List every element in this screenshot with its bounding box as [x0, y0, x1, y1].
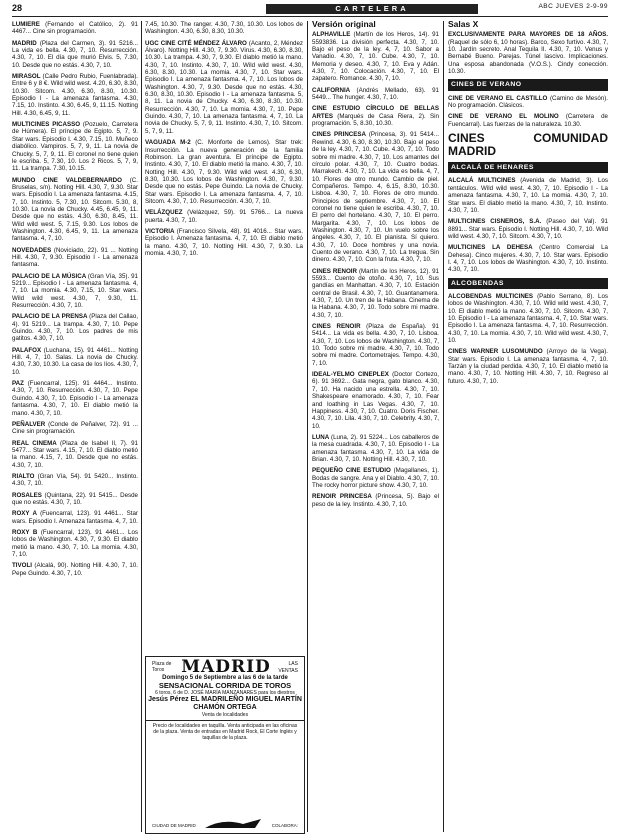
cinema-listing: MADRID (Plaza del Carmen, 3). 91 5216... La vida es bella. 4.30, 7, 10. Resurrección. 4.30, 7, 10. El día que murió Elvis. 5, 7.30, 10. Desde que no estás. 4.30, 7, 10. — [12, 39, 138, 69]
section-band: ALCOBENDAS — [448, 278, 608, 289]
ad-matadors: Jesús Pérez EL MADRILEÑO MIGUEL MARTÍN CHAMÓN ORTEGA — [148, 696, 302, 712]
cinema-listing: ALCALÁ MULTICINES (Avenida de Madrid, 3). Los tentáculos. Wild wild west. 4.30, 7, 10. Episodio I - La amenaza fantasma. 4.30, 7, 10. La momia. 4.30, 7, 10. Star wars. El diablo metió la mano. 4.30, 7, 10. Instinto. 4.30, 7, 10. — [448, 177, 608, 214]
cinema-listing: REAL CINEMA (Plaza de Isabel II, 7). 91 5477... Star wars. 4.15, 7, 10. El diablo metió la mano. 4.15, 7, 10. Desde que no estás. 4.30, 7, 10. — [12, 439, 138, 469]
cinema-listing: 7.45, 10.30. The ranger. 4.30, 7.30, 10.30. Los lobos de Washington. 4.30, 6.30, 8.30, 10.30. — [145, 21, 303, 36]
cinema-listing: CALIFORNIA (Andrés Mellado, 63). 91 5449... The hunger. 4.30, 7, 10. — [312, 86, 439, 102]
cinema-listing: CINE DE VERANO EL MOLINO (Carretera de Fuencarral). Las fuerzas de la naturaleza. 10.30. — [448, 113, 608, 128]
cinema-listing: IDEAL-YELMO CINEPLEX (Doctor Cortezo, 6). 91 3692... Gata negra, gato blanco. 4.30, 7, 10. Ha nacido una estrella. 4.30, 7, 10. Shakespeare enamorado. 4.30, 7, 10. Fear and loathing in Las Vegas. 4.30, 7, 10. Happiness. 4.30, 7, 10. Cuatro. Doris Fischer. 4.30, 7, 10. Lila. 4.30, 7, 10. Celebrity. 4.30, 7, 10. — [312, 371, 439, 430]
ad-footer-right: COLABORA: — [271, 823, 298, 829]
cinema-listing: CINES RENOIR (Martín de los Heros, 12). 91 5593... Cuento de otoño. 4.30, 7, 10. Sus gandías en Manhattan. 4.30, 7, 10. Estación central de Brasil. 4.30, 7, 10. Guantanamera. 4.30, 7, 10. Un tren de la Habana. Cinema de la Habana. 4.30, 7, 10. Todo sobre mi madre. 4.30, 7, 10. — [312, 267, 439, 319]
cinema-listing: EXCLUSIVAMENTE PARA MAYORES DE 18 AÑOS. (Raquel de sólo 6, 10 horas). Barco, Sexo furtivo. 4.30, 7, 10. Jardín secreto. Anal Tequila II. 4.30, 7, 10. Venus y Bernabé Bueno. Parejas. Túnel lascivo. Implicaciones. Una esposa abandonada (V.O.S.). Cindy conección. 10.30. — [448, 31, 608, 76]
cinema-listing: ALPHAVILLE (Martín de los Heros, 14). 91 5593836. La división perfecta. 4.30, 7, 10. Bajo el peso de la ley. 4, 7, 10. Sabor a Vanadio. 4.30, 7, 10. Cube. 4.30, 7, 10. Memoria y deseo. 4.30, 7, 10. Eva y Adán. 4.30, 7, 10. Colocación. 4.30, 7, 10. El zapatero. Romance. 4.30, 7, 10. — [312, 31, 439, 83]
cinema-listing: TIVOLI (Alcalá, 90). Notting Hill. 4.30, 7, 10. Pepe Guindo. 4.30, 7, 10. — [12, 562, 138, 577]
column-divider — [141, 21, 142, 832]
cinema-listing: MULTICINES LA DEHESA (Centro Comercial La Dehesa). Cinco mujeres. 4.30, 7, 10. Star wars. Episodio I. 4, 7, 10. Los lobos de Washington. 4.30, 7, 10. Instinto. 4.30, 7, 10. — [448, 244, 608, 274]
publication-date: ABC JUEVES 2-9-99 — [538, 3, 608, 10]
column-divider — [443, 21, 444, 832]
ad-subtitle: 6 toros, 6 de D. JOSÉ MARÍA MANZANARES para los diestros — [155, 690, 295, 697]
ad-ventas-label: LAS VENTAS — [278, 661, 298, 674]
ad-plaza-label: Plaza de Toros — [152, 661, 172, 673]
cinema-listing: MULTICINES PICASSO (Pozuelo, Carretera de Húmera). El príncipe de Egipto. 5, 7, 9. Star wars. Episodio I. 4.30, 7.15, 10. Muñeco diabólico. Vampiros. 5, 7, 9, 11. La novia de Chucky. 5, 7, 9, 11. El coronel no tiene quien le escriba. 5, 7.30, 10. Los 2 Ricos. 5, 7, 9, 11. La trampa. 7.30, 10.15. — [12, 121, 138, 173]
section-title-large: CINES COMUNIDAD MADRID — [448, 131, 608, 159]
ad-note: Venta de localidades — [201, 712, 249, 719]
cinema-listing: VELÁZQUEZ (Velázquez, 59). 91 5766... La nueva puerta. 4.30, 7, 10. — [145, 209, 303, 224]
ad-city-logo: MADRID — [181, 657, 271, 678]
cinema-listing: PAZ (Fuencarral, 125). 91 4464... Instinto. 4.30, 7, 10. Resurrección. 4.30, 7, 10. Pepe Guindo. 4.30, 7, 10. Episodio I - La amenaza fantasma. 4.30, 7, 10. El diablo metió la mano. 4.30, 7, 10. — [12, 380, 138, 417]
cinema-listing: LUMIERE (Fernando el Católico, 2). 91 4467... Cine sin programación. — [12, 21, 138, 36]
cinema-listing: CINES RENOIR (Plaza de España). 91 5414... La vida es bella. 4.30, 7, 10. Lisboa. 4.30, 7, 10. Los lobos de Washington. 4.30, 7, 10. Todo sobre mi madre. 4.30, 7, 10. Todo sobre mi madre. Cortometrajes. Tempo. 4.30, 7, 10. — [312, 323, 439, 367]
listings-column-3 — [312, 21, 439, 832]
cinema-listing: VICTORIA (Francisco Silvela, 48). 91 4016... Star wars. Episodio I. Amenaza fantasma. 4, 7, 10. El diablo metió la mano. 4.30, 7, 10. Notting Hill. 4.30, 7, 9.30. La momia. 4.30, 7, 10. — [145, 227, 303, 257]
listings-column-1 — [12, 21, 138, 832]
page-header — [12, 2, 608, 16]
cinema-listing: CINES WARNER LUSOMUNDO (Arroyo de la Vega). Star wars. Episodio I. La amenaza fantasma. 4, 7, 10. Tarzán y la ciudad perdida. 4.30, 7, 10. El diablo metió la mano. 4.30, 7, 10. Notting Hill. 4.30, 7, 10. Regreso al futuro. 4.30, 7, 10. — [448, 348, 608, 385]
cinema-listing: CINES PRINCESA (Princesa, 3). 91 5414... Rewind. 4.30, 6.30, 8.30, 10.30. Bajo el peso de la ley. 4.30, 7, 10. Cube. 4.30, 7, 10. Todo sobre mi madre. 4.30, 7, 10. Los amantes del círculo polar. 4.30, 7, 10. Cuatro bodas. Marrakech. 4.30, 7, 10. La vida es bella. 4, 7, 10. Flores de otro mundo. Cambio de piel. Compañeros. Tempo. 4, 6.15, 8.30, 10.30. Lisboa. 4.30, 7, 10. Flores de otro mundo. Principios de septiembre. 4.30, 7, 10. El coronel no tiene quien le escriba. 4.30, 7, 10. El perro del hortelano. 4.30, 7, 10. El perro. Margarita. 4.30, 7, 10. Los lobos de Washington. 4.30, 7, 10. Un vuelo sobre los ángeles. 4.30, 7, 10. El pianista. Sí quiero. 4.30, 7, 10. Doce hombres y una novia. Cuento de verano. 4.30, 7, 10. La tregua. Sin dinero. 4.30, 7, 10. Con la fruta. 4.30, 7, 10. — [312, 131, 439, 264]
page-number: 28 — [12, 3, 23, 13]
header-rule — [12, 16, 608, 17]
cinema-listing: UGC CINE CITÉ MÉNDEZ ÁLVARO (Acanto, 2, Méndez Álvaro). Notting Hill. 4.30, 7, 9.30. Virus. 4.30, 6.30, 8.30, 10.30. La trampa. 4.30, 7, 9.30. El diablo metió la mano. 4.30, 7, 10. Instinto. 4.30, 7, 10. Wild wild west. 4.30, 6.30, 8.30, 10.30. La momia. 4.30, 7, 10. Star wars. Episodio I. La amenaza fantasma. 4, 7, 10. Los lobos de Washington. 4.30, 7, 9.30. Desde que no estás. 4.30, 6.30, 8.30, 10.30. Episodio I - La amenaza fantasma. 5, 8, 11. La novia de Chucky. 4.30, 6.30, 8.30, 10.30. Resurrección. 4.30, 7, 10. La momia. 4.30, 7, 10. Pepe Guindo. 4.30, 7, 10. La amenaza fantasma. 4, 7, 10. La novia de Chucky. 5, 7, 9, 11. Instinto. 4.30, 7, 10. Sitcom. 5, 7, 9, 11. — [145, 39, 303, 135]
cinema-listing: ALCOBENDAS MULTICINES (Pablo Serrano, 8). Los lobos de Washington. 4.30, 7, 10. Wild wild west. 4.30, 7, 10. El diablo metió la mano. 4.30, 7, 10. Sitcom. 4.30, 7, 10. Episodio I - La amenaza fantasma. 4, 7, 10. Star wars. Episodio I. La amenaza fantasma. 4, 7, 10. Resurrección. 4.30, 7, 10. La momia. 4.30, 7, 10. Wild wild west. 4.30, 7, 10. — [448, 292, 608, 344]
listings-column-4 — [448, 21, 608, 832]
column-heading: Salas X — [448, 21, 479, 29]
cinema-listing: MULTICINES CISNEROS, S.A. (Paseo del Val). 91 8891... Star wars. Episodio I. Notting Hill. 4.30, 7, 10. Wild wild west. 4.30, 7, 10. Sitcom. 4.30, 7, 10. — [448, 218, 608, 240]
cinema-listing: MUNDO CINE VALDEBERNARDO (C. Bruselas, s/n). Notting Hill. 4.30, 7, 9.30. Star wars. Episodio I. La amenaza fantasma. 4.15, 7, 10. Instinto. 5, 7.30, 10. Sitcom. 5.30, 8, 10.30. La novia de Chucky. 4.45, 6.45, 9, 11. Desde que no estás. 4.30, 6.30, 8.45, 11. Wild wild west. 5, 7.15, 9.30. Los lobos de Washington. 4.30, 6.45, 9, 11. La amenaza fantasma. 4, 7, 10. — [12, 176, 138, 243]
ad-event-title: SENSACIONAL CORRIDA DE TOROS — [158, 680, 292, 690]
cinema-listing: NOVEDADES (Noviciado, 22). 91 ... Notting Hill. 4.30, 7, 9.30. Episodio I - La amenaza fantasma. — [12, 246, 138, 269]
cinema-listing: VAGUADA M-2 (C. Monforte de Lemos). Star trek: Insurrección. La nueva generación de la familia Robinson. La gran aventura. El príncipe de Egipto. Instinto. 4.30, 7, 10. El diablo metió la mano. 4.30, 7, 10. Notting Hill. 4.30, 7, 9.30. Wild wild west. 4.30, 6.30, 8.30, 10.30. Los lobos de Washington. 4.30, 7, 9.30. Desde que no estás. Pepe Guindo. La novia de Chucky. Star wars. Episodio I. La amenaza fantasma. 4, 7, 10. Sitcom. 4.30, 7, 10. Resurrección. 4.30, 7, 10. — [145, 139, 303, 205]
cinema-listing: PEÑALVER (Conde de Peñalver, 72). 91 ... Cine sin programación. — [12, 420, 138, 436]
section-title: CARTELERA — [266, 4, 478, 14]
cinema-listing: PALAFOX (Luchana, 15). 91 4461... Notting Hill. 4, 7, 10. Salas. La novia de Chucky. 4.30, 7.30, 10.30. La casa de los líos. 4.30, 7, 10. — [12, 346, 138, 376]
sponsor-logo-icon — [203, 816, 265, 830]
cinema-listing: ROXY A (Fuencarral, 123). 91 4461... Star wars. Episodio I. Amenaza fantasma. 4, 7, 10. — [12, 510, 138, 525]
listings-column-2 — [145, 21, 303, 652]
cinema-listing: PALACIO DE LA MÚSICA (Gran Vía, 35). 91 5219... Episodio I - La amenaza fantasma. 4, 7, 10. La momia. 4.30, 7.15, 10. Star wars. Wild wild west. 4.30, 7, 9.30, 11. Resurrección. 4.30, 7, 10. — [12, 272, 138, 310]
cinema-listing: RIALTO (Gran Vía, 54). 91 5420... Instinto. 4.30, 7, 10. — [12, 472, 138, 488]
column-heading: Versión original — [312, 21, 376, 29]
section-band: CINES DE VERANO — [448, 79, 608, 90]
ad-tickets-info: Precio de localidades en taquilla. Venta anticipada en las oficinas de la plaza. Venta de entradas en Madrid Rock, El Corte Inglés y taquillas de la plaza. — [146, 720, 304, 741]
cinema-listing: ROXY B (Fuencarral, 123). 91 4461... Los lobos de Washington. 4.30, 7, 9.30. El diablo metió la mano. 4.30, 7, 10. La momia. 4.30, 7, 10. — [12, 528, 138, 558]
bullfight-advertisement — [145, 656, 305, 834]
section-band: ALCALÁ DE HENARES — [448, 162, 608, 173]
cinema-listing: LUNA (Luna, 2). 91 5224... Los caballeros de la mesa cuadrada. 4.30, 7, 10. Episodio I - La amenaza fantasma. 4.30, 7, 10. La vida de Brian. 4.30, 7, 10. Notting Hill. 4.30, 7, 10. — [312, 433, 439, 463]
ad-date: Domingo 5 de Septiembre a las 6 de la tarde — [162, 675, 288, 682]
column-divider — [307, 21, 308, 832]
cinema-listing: RENOIR PRINCESA (Princesa, 5). Bajo el peso de la ley. Instinto. 4.30, 7, 10. — [312, 493, 439, 508]
cinema-listing: CINE ESTUDIO CÍRCULO DE BELLAS ARTES (Marqués de Casa Riera, 2). Sin programación. 5, 8.30, 10.30. — [312, 105, 439, 128]
cinema-listing: CINE DE VERANO EL CASTILLO (Camino de Mesón). No programación. Clásicos. — [448, 94, 608, 110]
cinema-listing: PALACIO DE LA PRENSA (Plaza del Callao, 4). 91 5219... La trampa. 4.30, 7, 10. Pepe Guindo. 4.30, 7, 10. Los padres de mis gatitos. 4.30, 7, 10. — [12, 313, 138, 343]
cinema-listing: ROSALES (Quintana, 22). 91 5415... Desde que no estás. 4.30, 7, 10. — [12, 491, 138, 506]
cinema-listing: MIRASOL (Calle Pedro Rubio, Fuenlabrada). Entre 6 y 8 €. Wild wild west. 4.20, 6.30, 8.30, 10.30. Sitcom. 4.30, 6.30, 8.30, 10.30. Episodio I - La amenaza fantasma. 4.30, 7.15, 10. Instinto. 4.30, 6.45, 9, 11.15. Notting Hill. 4.30, 6.45, 9, 11. — [12, 73, 138, 117]
ad-footer-left: CIUDAD DE MADRID — [152, 823, 196, 829]
cinema-listing: PEQUEÑO CINE ESTUDIO (Magallanes, 1). Bodas de sangre. Ana y el Diablo. 4.30, 7, 10. The rocky horror picture show. 4.30, 7, 10. — [312, 467, 439, 489]
